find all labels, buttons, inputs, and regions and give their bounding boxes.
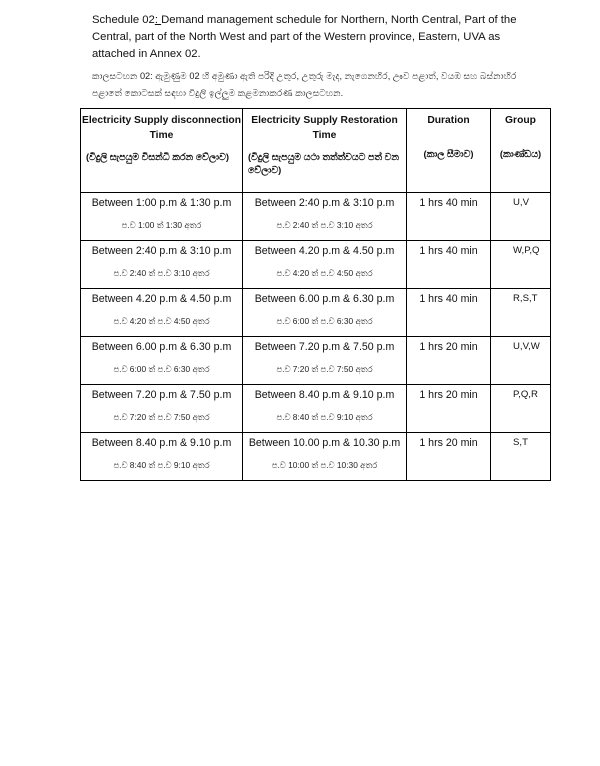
duration-cell (407, 433, 491, 481)
table-row (81, 433, 551, 481)
disconnect-time: Between 6.00 p.m & 6.30 p.m (91, 341, 232, 353)
restore-cell (243, 289, 407, 337)
table-row (81, 241, 551, 289)
duration-cell (407, 337, 491, 385)
disconnect-time: Between 2:40 p.m & 3:10 p.m (91, 245, 232, 257)
disconnect-time-sinhala: ප.ව 4:20 ත් ප.ව 4:50 අතර (113, 316, 210, 326)
restore-time: Between 10.00 p.m & 10.30 p.m (248, 437, 401, 449)
disconnect-time: Between 7.20 p.m & 7.50 p.m (91, 389, 232, 401)
schedule-table (80, 108, 551, 481)
disconnect-time-sinhala: ප.ව 2:40 ත් ප.ව 3:10 අතර (113, 268, 210, 278)
restore-time: Between 8.40 p.m & 9.10 p.m (254, 389, 395, 401)
restore-cell (243, 193, 407, 241)
table-header-row (81, 109, 551, 193)
restore-time: Between 7.20 p.m & 7.50 p.m (254, 341, 395, 353)
duration-value: 1 hrs 40 min (419, 197, 478, 209)
restore-cell (243, 433, 407, 481)
restore-cell (243, 385, 407, 433)
disconnect-cell (81, 337, 243, 385)
header-duration-label: Duration (427, 115, 470, 126)
header-duration-sinhala: (කාල සීමාව) (423, 148, 474, 159)
restore-time-sinhala: ප.ව 7:20 ත් ප.ව 7:50 අතර (276, 364, 373, 374)
group-value: R,S,T (513, 293, 538, 304)
restore-time: Between 2:40 p.m & 3:10 p.m (254, 197, 395, 209)
intro-paragraph (92, 12, 532, 63)
disconnect-time: Between 1:00 p.m & 1:30 p.m (91, 197, 232, 209)
duration-cell (407, 241, 491, 289)
disconnect-time: Between 4.20 p.m & 4.50 p.m (91, 293, 232, 305)
restore-time: Between 4.20 p.m & 4.50 p.m (254, 245, 395, 257)
disconnect-cell (81, 289, 243, 337)
group-value: P,Q,R (513, 389, 538, 400)
group-cell (491, 289, 551, 337)
header-disconnect-sinhala: (විදුලි සැපයුම විසන්ධි කරන වේලාව) (86, 151, 229, 162)
intro-sinhala: කාලසටහන 02: ඇමුණුම 02 හි අමුණා ඇති පරිදි උතුර, උතුරු මැද, නැගෙනහිර, ඌව පළාත්, වයඹ සහ බස්නාහිර පළාතේ කොටසක් සඳහා විදුලි ඉල්ලුම කළමනාකරණ කාලසටහන. (92, 71, 517, 98)
duration-value: 1 hrs 40 min (419, 293, 478, 305)
duration-value: 1 hrs 20 min (419, 389, 478, 401)
table-row (81, 337, 551, 385)
intro-colon: : (154, 14, 162, 26)
group-value: U,V,W (513, 341, 540, 352)
disconnect-cell (81, 193, 243, 241)
group-cell (491, 337, 551, 385)
duration-value: 1 hrs 20 min (419, 437, 478, 449)
duration-value: 1 hrs 20 min (419, 341, 478, 353)
duration-value: 1 hrs 40 min (419, 245, 478, 257)
header-duration (407, 109, 491, 193)
disconnect-cell (81, 433, 243, 481)
duration-cell (407, 289, 491, 337)
restore-time-sinhala: ප.ව 6:00 ත් ප.ව 6:30 අතර (276, 316, 373, 326)
group-cell (491, 385, 551, 433)
header-group-sinhala: (කාණ්ඩය) (499, 148, 542, 159)
restore-time-sinhala: ප.ව 2:40 ත් ප.ව 3:10 අතර (276, 220, 373, 230)
header-restore-label: Electricity Supply Restoration Time (251, 115, 398, 141)
intro-prefix: Schedule 02 (92, 14, 155, 26)
table-row (81, 385, 551, 433)
header-restore (243, 109, 407, 193)
group-cell (491, 433, 551, 481)
disconnect-time-sinhala: ප.ව 6:00 ත් ප.ව 6:30 අතර (113, 364, 210, 374)
header-restore-sinhala: (විදුලි සැපයුම යථා තත්ත්වයට පත් වන වේලාව) (248, 151, 399, 175)
duration-cell (407, 385, 491, 433)
restore-cell (243, 337, 407, 385)
disconnect-cell (81, 385, 243, 433)
restore-time-sinhala: ප.ව 4:20 ත් ප.ව 4:50 අතර (276, 268, 373, 278)
disconnect-time-sinhala: ප.ව 1:00 ත් 1:30 අතර (121, 220, 202, 230)
disconnect-cell (81, 241, 243, 289)
header-group-label: Group (505, 115, 536, 126)
intro-text: Demand management schedule for Northern, North Central, Part of the Central, part of the North West and part of the Western province, Eastern, UVA as attached in Annex 02. (92, 14, 517, 60)
header-disconnect-label: Electricity Supply disconnection Time (81, 115, 242, 141)
group-value: U,V (513, 197, 529, 208)
disconnect-time-sinhala: ප.ව 7:20 ත් ප.ව 7:50 අතර (113, 412, 210, 422)
table-row (81, 289, 551, 337)
disconnect-time-sinhala: ප.ව 8:40 ත් ප.ව 9:10 අතර (113, 460, 210, 470)
restore-time: Between 6.00 p.m & 6.30 p.m (254, 293, 395, 305)
group-cell (491, 193, 551, 241)
group-value: W,P,Q (513, 245, 540, 256)
table-row (81, 193, 551, 241)
restore-time-sinhala: ප.ව 8:40 ත් ප.ව 9:10 අතර (276, 412, 373, 422)
header-disconnect (81, 109, 243, 193)
restore-cell (243, 241, 407, 289)
duration-cell (407, 193, 491, 241)
restore-time-sinhala: ප.ව 10:00 ත් ප.ව 10:30 අතර (271, 460, 378, 470)
group-cell (491, 241, 551, 289)
group-value: S,T (513, 437, 528, 448)
disconnect-time: Between 8.40 p.m & 9.10 p.m (91, 437, 232, 449)
header-group (491, 109, 551, 193)
